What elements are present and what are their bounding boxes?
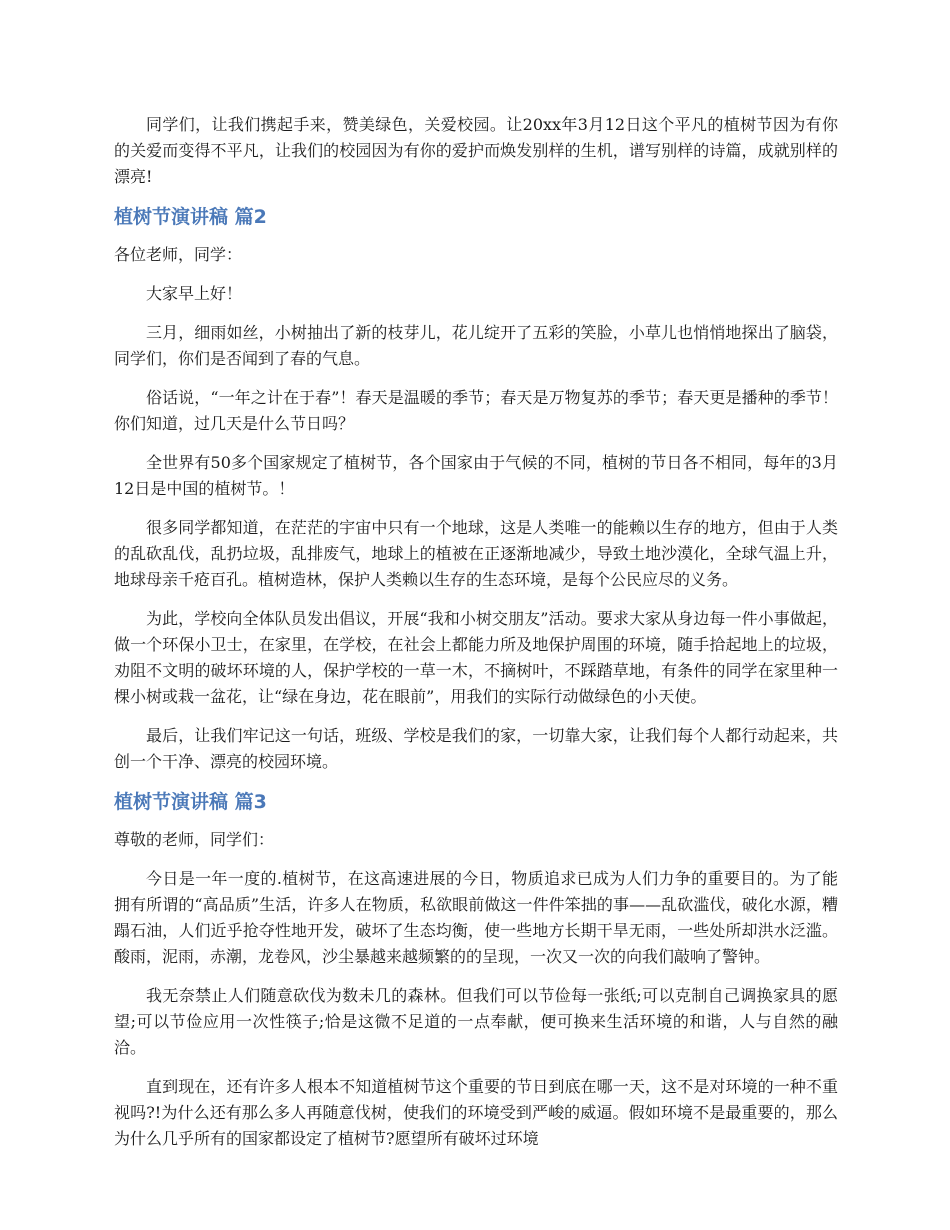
paragraph-s2-7: 最后，让我们牢记这一句话，班级、学校是我们的家，一切靠大家，让我们每个人都行动起来，共创一个干净、漂亮的校园环境。: [114, 726, 838, 771]
paragraph-s2-3: 俗话说，“一年之计在于春”！春天是温暖的季节；春天是万物复苏的季节；春天更是播种的季节！你们知道，过几天是什么节日吗？: [114, 388, 838, 433]
paragraph-s2-6: 为此，学校向全体队员发出倡议，开展“我和小树交朋友”活动。要求大家从身边每一件小事做起，做一个环保小卫士，在家里，在学校，在社会上都能力所及地保护周围的环境，随手拾起地上的垃圾，劝阻不文明的破坏环境的人，保护学校的一草一木，不摘树叶，不踩踏草地，有条件的同学在家里种一棵小树或栽一盆花，让“绿在身边，花在眼前”，用我们的实际行动做绿色的小天使。: [114, 609, 838, 706]
paragraph-s3-1: 今日是一年一度的.植树节，在这高速进展的今日，物质追求已成为人们力争的重要目的。为了能拥有所谓的“高品质”生活，许多人在物质，私欲眼前做这一件件笨拙的事——乱砍滥伐，破化水源，糟蹋石油，人们近乎抢夺性地开发，破坏了生态均衡，使一些地方长期干旱无雨，一些处所却洪水泛滥。酸雨，泥雨，赤潮，龙卷风，沙尘暴越来越频繁的的呈现，一次又一次的向我们敲响了警钟。: [114, 869, 838, 966]
paragraph-s2-2: 三月，细雨如丝，小树抽出了新的枝芽儿，花儿绽开了五彩的笑脸，小草儿也悄悄地探出了脑袋，同学们，你们是否闻到了春的气息。: [114, 323, 838, 368]
paragraph-s2-1: 大家早上好！: [146, 284, 243, 303]
salutation-section2: 各位老师，同学：: [114, 245, 243, 264]
closing-paragraph-section1: 同学们，让我们携起手来，赞美绿色，关爱校园。让20xx年3月12日这个平凡的植树节因为有你的关爱而变得不平凡，让我们的校园因为有你的爱护而焕发别样的生机，谱写别样的诗篇，成就别样的漂亮!: [114, 115, 838, 186]
paragraph-s2-4: 全世界有50多个国家规定了植树节，各个国家由于气候的不同，植树的节日各不相同，每年的3月12日是中国的植树节。！: [114, 453, 838, 498]
section-heading-2: 植树节演讲稿 篇2: [114, 206, 267, 228]
salutation-section3: 尊敬的老师，同学们：: [114, 830, 275, 849]
paragraph-s3-3: 直到现在，还有许多人根本不知道植树节这个重要的节日到底在哪一天，这不是对环境的一种不重视吗?!为什么还有那么多人再随意伐树，使我们的环境受到严峻的威逼。假如环境不是最重要的，那么为什么几乎所有的国家都设定了植树节?愿望所有破坏过环境: [114, 1077, 838, 1148]
paragraph-s2-5: 很多同学都知道，在茫茫的宇宙中只有一个地球，这是人类唯一的能赖以生存的地方，但由于人类的乱砍乱伐，乱扔垃圾，乱排废气，地球上的植被在正逐渐地减少，导致土地沙漠化，全球气温上升，地球母亲千疮百孔。植树造林，保护人类赖以生存的生态环境，是每个公民应尽的义务。: [114, 518, 838, 589]
section-heading-3: 植树节演讲稿 篇3: [114, 791, 267, 813]
paragraph-s3-2: 我无奈禁止人们随意砍伐为数未几的森林。但我们可以节俭每一张纸;可以克制自己调换家具的愿望;可以节俭应用一次性筷子;恰是这微不足道的一点奉献，便可换来生活环境的和谐，人与自然的融洽。: [114, 986, 838, 1057]
